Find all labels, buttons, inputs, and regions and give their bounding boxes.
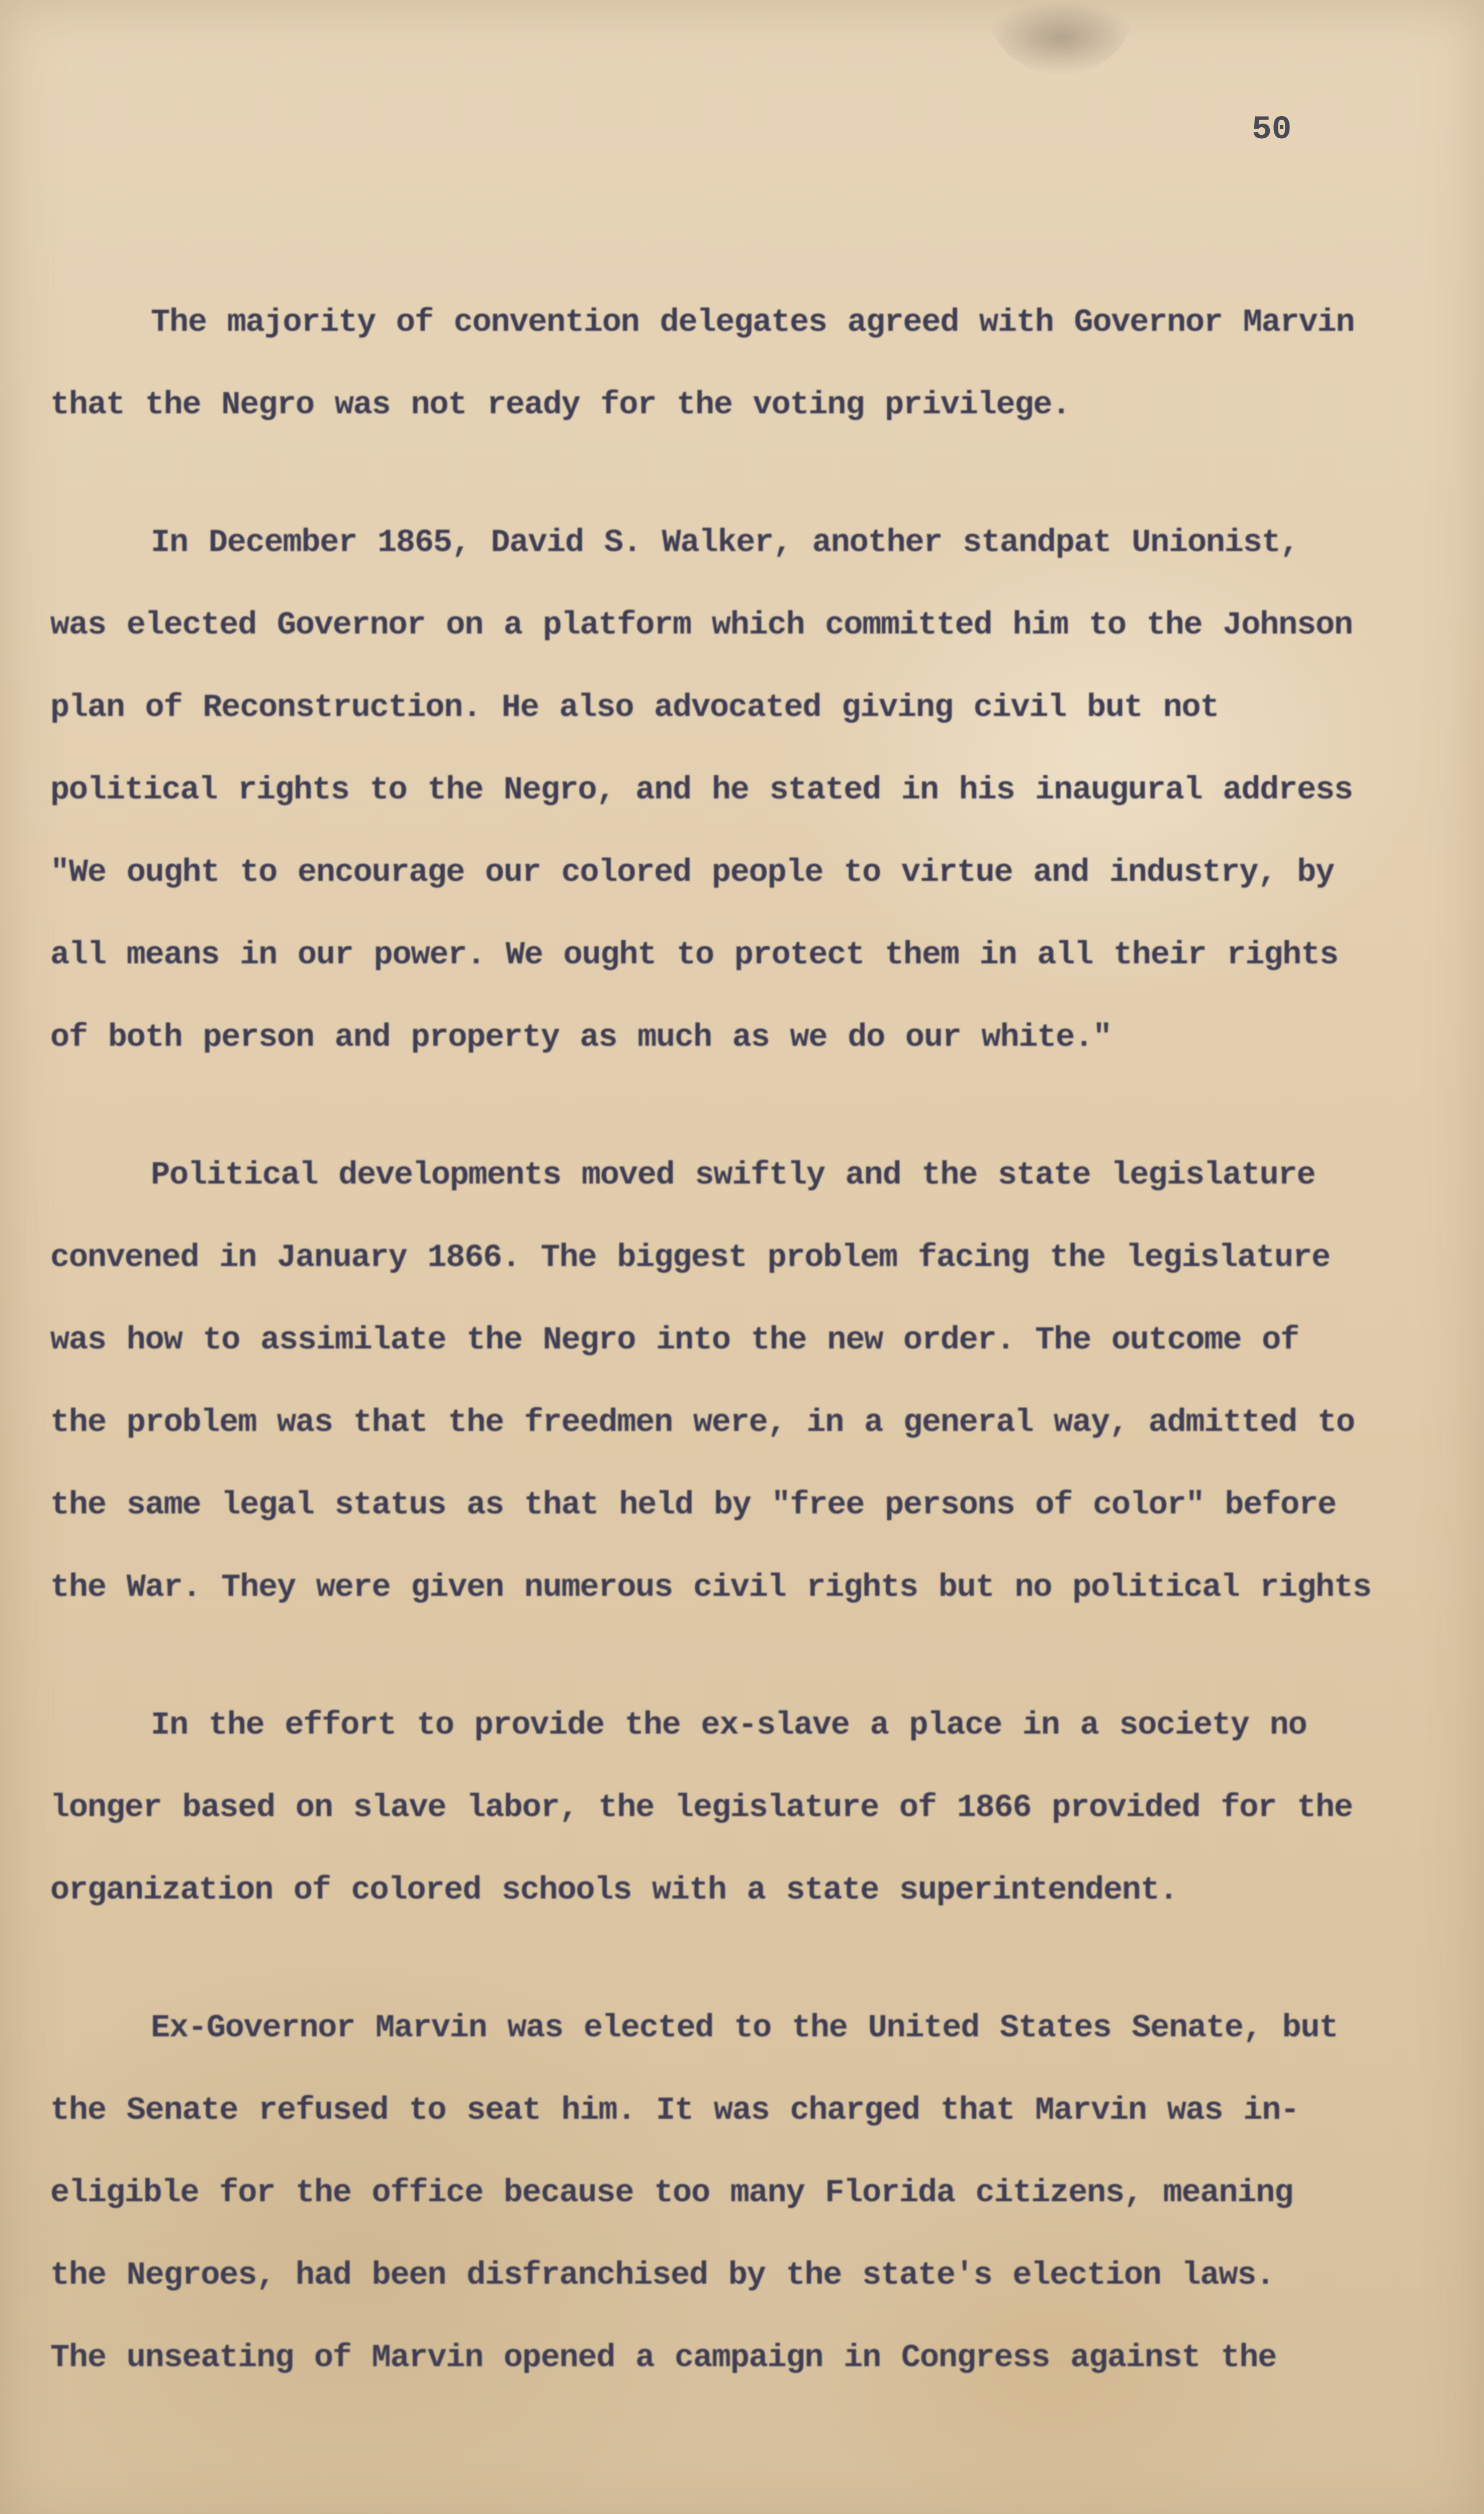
text-line: of both person and property as much as we do our white." <box>50 1020 1111 1056</box>
body-text <box>50 282 1438 2455</box>
paragraph <box>50 1987 1438 2399</box>
thumb-smudge <box>985 0 1136 75</box>
text-line: Ex-Governor Marvin was elected to the United States Senate, but <box>151 2010 1338 2046</box>
text-line: In the effort to provide the ex-slave a place in a society no <box>151 1708 1307 1744</box>
text-line: the War. They were given numerous civil rights but no political rights <box>50 1570 1371 1606</box>
text-line: In December 1865, David S. Walker, another standpat Unionist, <box>151 525 1299 561</box>
paragraph <box>50 282 1438 446</box>
text-line: all means in our power. We ought to protect them in all their rights <box>50 937 1338 973</box>
text-line: Political developments moved swiftly and the state legislature <box>151 1157 1316 1194</box>
text-line: plan of Reconstruction. He also advocated giving civil but not <box>50 690 1219 726</box>
text-line: longer based on slave labor, the legislature of 1866 provided for the <box>50 1790 1353 1826</box>
text-line: the same legal status as that held by "free persons of color" before <box>50 1487 1336 1523</box>
text-line: "We ought to encourage our colored people to virtue and industry, by <box>50 855 1334 891</box>
text-line: The majority of convention delegates agreed with Governor Marvin <box>151 305 1354 341</box>
text-line: was how to assimilate the Negro into the new order. The outcome of <box>50 1322 1299 1359</box>
text-line: the problem was that the freedmen were, in a general way, admitted to <box>50 1405 1355 1441</box>
text-line: organization of colored schools with a state superintendent. <box>50 1872 1178 1909</box>
text-line: the Negroes, had been disfranchised by the state's election laws. <box>50 2258 1274 2294</box>
page-number: 50 <box>1252 111 1292 148</box>
text-line: the Senate refused to seat him. It was charged that Marvin was in- <box>50 2093 1299 2129</box>
text-line: eligible for the office because too many Florida citizens, meaning <box>50 2175 1293 2211</box>
paragraph <box>50 1684 1438 1932</box>
paragraph <box>50 1134 1438 1629</box>
text-line: that the Negro was not ready for the voting privilege. <box>50 387 1070 423</box>
paragraph <box>50 502 1438 1079</box>
text-line: The unseating of Marvin opened a campaign in Congress against the <box>50 2340 1276 2376</box>
text-line: political rights to the Negro, and he stated in his inaugural address <box>50 772 1353 809</box>
text-line: was elected Governor on a platform which committed him to the Johnson <box>50 607 1353 644</box>
text-line: convened in January 1866. The biggest problem facing the legislature <box>50 1240 1330 1276</box>
